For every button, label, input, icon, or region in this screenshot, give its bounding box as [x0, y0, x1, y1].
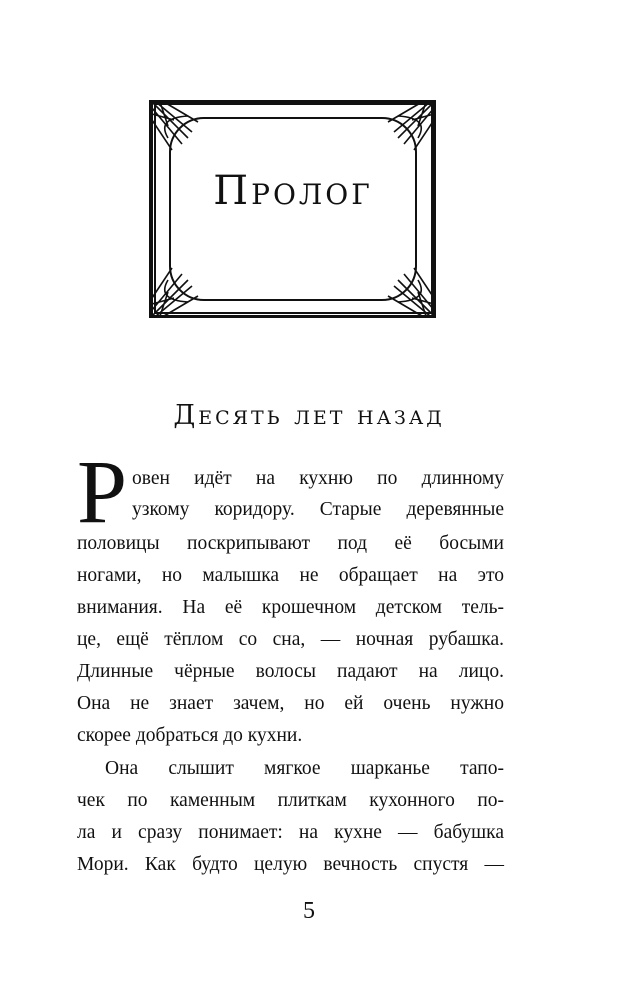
text-line: овен идёт на кухню по длинному [132, 468, 504, 489]
text-line: скорее добраться до кухни. [77, 725, 303, 746]
text-line: Она не знает зачем, но ей очень нужно [77, 693, 504, 714]
text-line: ла и сразу понимает: на кухне — бабушка [77, 822, 504, 843]
chapter-title: Пролог [213, 168, 373, 214]
drop-cap: Р [77, 443, 128, 542]
text-line: Длинные чёрные волосы падают на лицо. [77, 661, 504, 682]
page-number: 5 [303, 898, 315, 924]
text-line: Она слышит мягкое шарканье тапо- [105, 758, 504, 779]
text-line: половицы поскрипывают под её босыми [77, 533, 504, 554]
text-line: узкому коридору. Старые деревянные [132, 499, 504, 520]
text-line: Мори. Как будто целую вечность спустя — [77, 854, 504, 875]
text-line: внимания. На её крошечном детском тель- [77, 597, 504, 618]
text-line: це, ещё тёплом со сна, — ночная рубашка. [77, 629, 504, 650]
text-line: ногами, но малышка не обращает на это [77, 565, 504, 586]
text-line: чек по каменным плиткам кухонного по- [77, 790, 504, 811]
section-heading: Десять лет назад [173, 400, 445, 431]
chapter-frame [148, 98, 438, 320]
